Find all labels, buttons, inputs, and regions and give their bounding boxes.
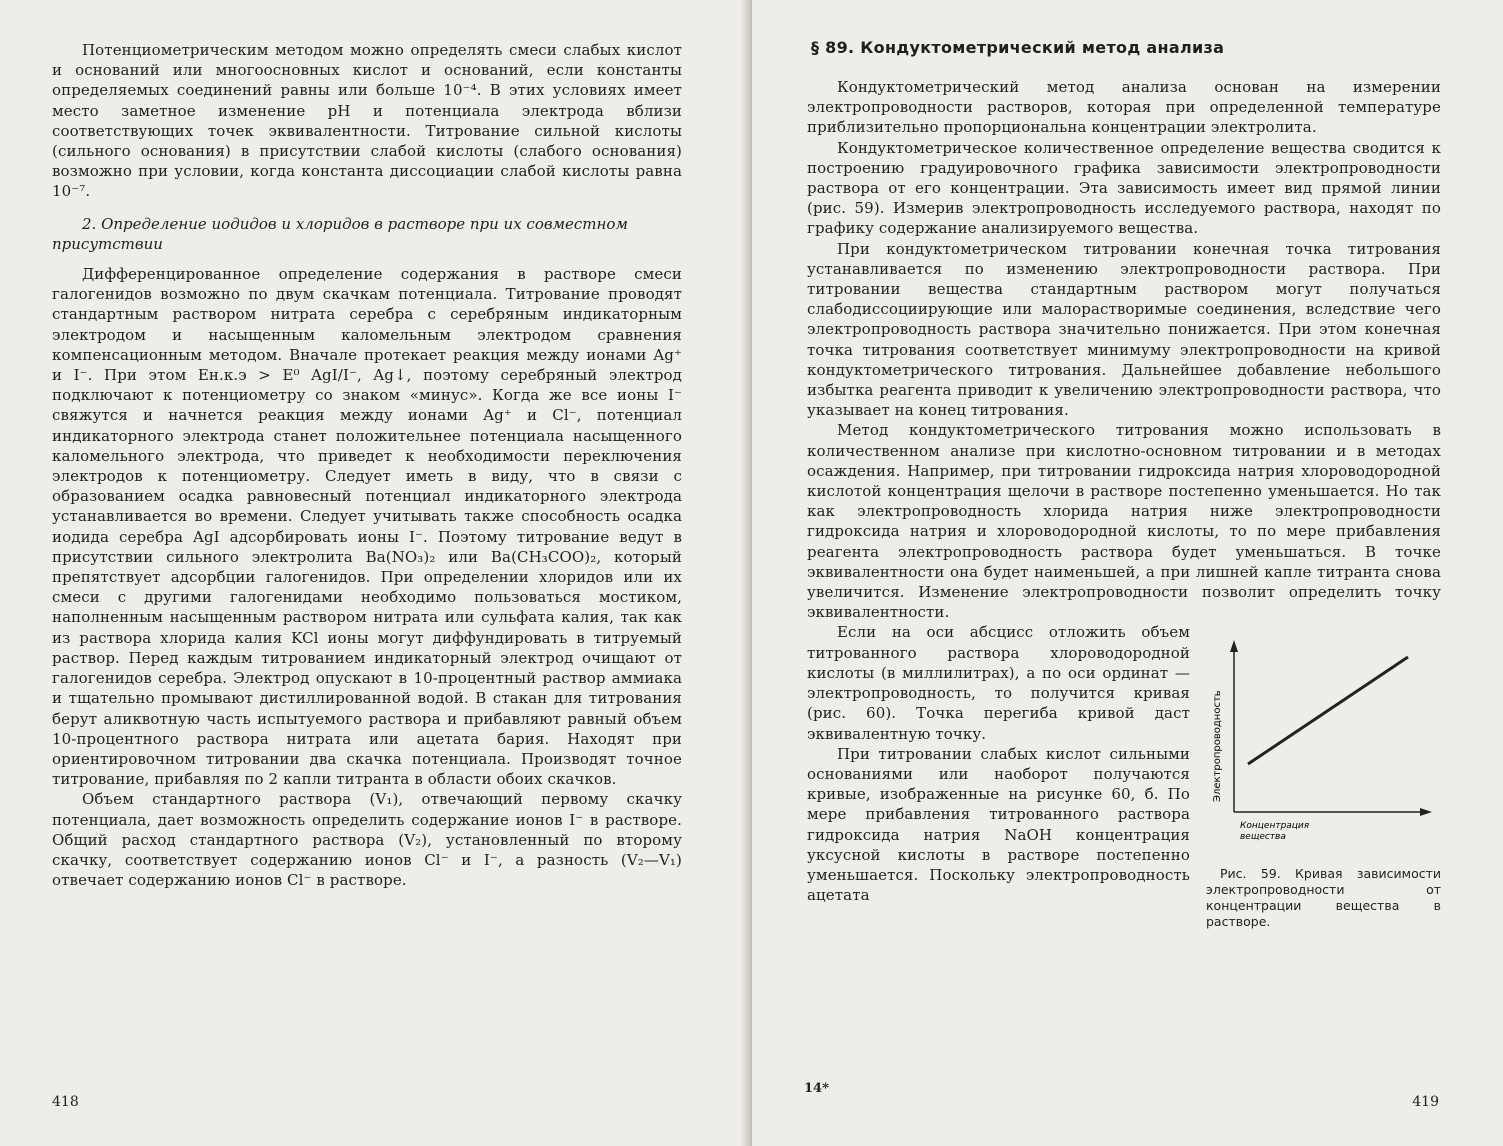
- signature-mark: 14*: [804, 1081, 829, 1096]
- paragraph: Объем стандартного раствора (V₁), отвечающий первому скачку потенциала, дает возможность определить содержание ионов I⁻ в растворе. Общий расход стандартного раствора (V₂), установленный по второму скачку, соответствует содержанию ионов Cl⁻ и I⁻, а разность (V₂—V₁) отвечает содержанию ионов Cl⁻ в растворе.: [52, 790, 682, 890]
- right-page: [752, 0, 1503, 1146]
- paragraph: Кондуктометрический метод анализа основан на измерении электропроводности растворов, которая при определенной температуре приблизительно пропорциональна концентрации электролита.: [807, 78, 1441, 137]
- page-number: 419: [1412, 1094, 1439, 1110]
- paragraph: Дифференцированное определение содержания в растворе смеси галогенидов возможно по двум скачкам потенциала. Титрование проводят стандартным раствором нитрата серебра с серебряным индикаторным электродом и насыщенным каломельным электродом сравнения компенсационным методом. Вначале протекает реакция между ионами Ag⁺ и I⁻. При этом Eн.к.э > E⁰ AgI/I⁻, Ag↓, поэтому серебряный электрод подключают к потенциометру со знаком «минус». Когда же все ионы I⁻ свяжутся и начнется реакция между ионами Ag⁺ и Cl⁻, потенциал индикаторного электрода станет положительнее потенциала насыщенного каломельного электрода, что приведет к необходимости переключения электродов к потенциометру. Следует иметь в виду, что в связи с образованием осадка равновесный потенциал индикаторного электрода устанавливается во времени. Следует учитывать также способность осадка иодида серебра AgI адсорбировать ионы I⁻. Поэтому титрование ведут в присутствии сильного электролита Ba(NO₃)₂ или Ba(CH₃COO)₂, который препятствует адсорбции галогенидов. При определении хлоридов или их смеси с другими галогенидами необходимо пользоваться мостиком, наполненным насыщенным раствором нитрата или сульфата калия, так как из раствора хлорида калия KCl ионы могут диффундировать в титруемый раствор. Перед каждым титрованием индикаторный электрод очищают от галогенидов серебра. Электрод опускают в 10-процентный раствор аммиака и тщательно промывают дистиллированной водой. В стакан для титрования берут аликвотную часть испытуемого раствора и прибавляют равный объем 10-процентного раствора нитрата или ацетата бария. Находят при ориентировочном титровании два скачка потенциала. Производят точное титрование, прибавляя по 2 капли титранта в области обоих скачков.: [52, 265, 682, 789]
- paragraph: Кондуктометрическое количественное определение вещества сводится к построению градуировочного графика зависимости электропроводности раствора от его концентрации. Эта зависимость имеет вид прямой линии (рис. 59). Измерив электропроводность исследуемого раствора, находят по графику содержание анализируемого вещества.: [807, 138, 1441, 238]
- page-number: 418: [52, 1094, 79, 1110]
- conductivity-graph: [1206, 632, 1441, 862]
- section-title: § 89. Кондуктометрический метод анализа: [811, 38, 1225, 57]
- calibration-line: [1248, 657, 1408, 764]
- paragraph: При титровании слабых кислот сильными основаниями или наоборот получаются кривые, изображенные на рисунке 60, б. По мере прибавления титрованного раствора гидроксида натрия NaOH концентрация уксусной кислоты в растворе постепенно уменьшается. Поскольку электропроводность ацетата: [807, 744, 1190, 905]
- paragraph: Потенциометрическим методом можно определять смеси слабых кислот и оснований или многоосновных кислот и оснований, если константы определяемых соединений равны или больше 10⁻⁴. В этих условиях имеет место заметное изменение pH и потенциала электрода вблизи соответствующих точек эквивалентности. Титрование сильной кислоты (сильного основания) в присутствии слабой кислоты (слабого основания) возможно при условии, когда константа диссоциации слабой кислоты равна 10⁻⁷.: [52, 41, 682, 201]
- figure-caption: Рис. 59. Кривая зависимости электропроводности от концентрации вещества в растворе.: [1206, 866, 1441, 930]
- x-axis-arrow: [1420, 808, 1432, 816]
- paragraph: Если на оси абсцисс отложить объем титрованного раствора хлороводородной кислоты (в миллилитрах), а по оси ординат — электропроводность, то получится кривая (рис. 60). Точка перегиба кривой даст эквивалентную точку.: [807, 623, 1190, 743]
- x-axis-label-line1: Концентрация: [1240, 821, 1310, 832]
- paragraph: Метод кондуктометрического титрования можно использовать в количественном анализе при кислотно-основном титровании и в методах осаждения. Например, при титровании гидроксида натрия хлороводородной кислотой концентрация щелочи в растворе постепенно уменьшается. Но так как электропроводность хлорида натрия ниже электропроводности гидроксида натрия и хлороводородной кислоты, то по мере прибавления реагента электропроводность раствора будет уменьшаться. В точке эквивалентности она будет наименьшей, а при лишней капле титранта снова увеличится. Изменение электропроводности позволит определить точку эквивалентности.: [807, 421, 1441, 622]
- paragraph: При кондуктометрическом титровании конечная точка титрования устанавливается по изменению электропроводности раствора. При титровании вещества стандартным раствором могут получаться слабодиссоциирующие или малорастворимые соединения, вследствие чего электропроводность раствора значительно понижается. При этом конечная точка титрования соответствует минимуму электропроводности на кривой кондуктометрического титрования. Дальнейшее добавление небольшого избытка реагента приводит к увеличению электропроводности раствора, что указывает на конец титрования.: [807, 239, 1441, 420]
- figure-59: [1206, 632, 1441, 930]
- subsection-heading: 2. Определение иодидов и хлоридов в растворе при их совместном присутствии: [52, 214, 628, 253]
- y-axis-arrow: [1230, 640, 1238, 652]
- y-axis-label: Электропроводность: [1212, 690, 1223, 803]
- x-axis-label-line2: вещества: [1240, 832, 1286, 843]
